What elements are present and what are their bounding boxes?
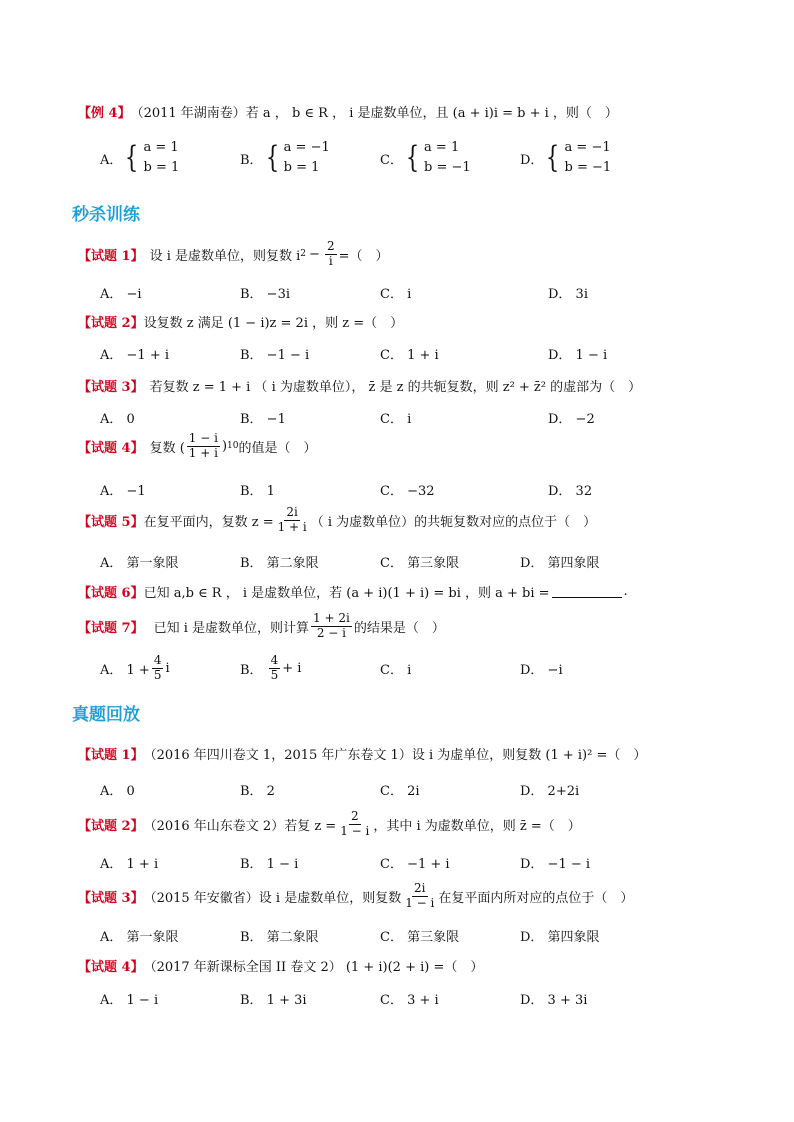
question-tag: 【试题 1】	[78, 248, 144, 264]
question-s1-7	[78, 612, 445, 641]
fraction: $\frac{1 - i}{1 + i}$	[188, 431, 218, 460]
question-s2-1	[78, 744, 646, 763]
option-d[interactable]: D． −1 − i	[520, 857, 591, 872]
options-s1-1	[100, 283, 588, 302]
fraction: $\frac{4}{5}$	[270, 653, 279, 682]
option-label: B．	[240, 152, 263, 168]
option-c[interactable]: C． 1 + i	[380, 348, 439, 363]
question-s2-2	[78, 810, 581, 839]
option-a[interactable]: A． −1	[100, 484, 146, 499]
question-tag: 【试题 4】	[78, 960, 144, 975]
fraction: $\frac{2}{1 - i}$	[340, 809, 370, 838]
option-c[interactable]: C． 第三象限	[380, 556, 460, 571]
option-a[interactable]: A． 1 + $\frac{4}{5}$ i	[100, 653, 170, 682]
option-d[interactable]: D． −i	[520, 662, 563, 678]
option-label: A．	[100, 152, 123, 168]
options-s1-4	[100, 480, 592, 499]
fraction: $\frac{2i}{1 + i}$	[277, 505, 307, 534]
question-text: 设 i 是虚数单位，则复数 i	[149, 248, 301, 264]
question-s1-4	[78, 432, 317, 461]
question-text: （2017 年新课标全国 II 卷文 2） (1 + i)(2 + i) =（ ）	[143, 960, 484, 975]
question-text: （ i 为虚数单位）的共轭复数对应的点位于（ ）	[310, 514, 597, 530]
option-b[interactable]: B． 1	[240, 484, 275, 499]
option-d[interactable]: D． 第四象限	[520, 930, 600, 945]
option-c[interactable]	[380, 138, 520, 178]
example-question: 若 a ， b ∈ R ， i 是虚数单位，且 (a + i)i = b + i ，则（ ）	[245, 106, 618, 121]
option-b[interactable]: B． $\frac{4}{5}$ + i	[240, 653, 302, 682]
option-a[interactable]: A． 0	[100, 412, 135, 427]
question-s2-4	[78, 956, 483, 975]
option-d[interactable]: D． 32	[548, 484, 593, 499]
option-d[interactable]: D． 3 + 3i	[520, 993, 588, 1008]
option-a[interactable]	[100, 138, 240, 178]
options-s1-3	[100, 408, 595, 427]
system-line: b = −1	[564, 160, 612, 175]
question-text: 在复平面内所对应的点位于（ ）	[438, 890, 634, 906]
answer-blank[interactable]	[552, 585, 622, 598]
fraction: $\frac{1 + 2i}{2 - i}$	[313, 611, 350, 640]
option-c[interactable]: C． −1 + i	[380, 857, 450, 872]
option-c[interactable]: C． i	[380, 412, 412, 427]
options-s2-3	[100, 926, 600, 945]
system-line: a = −1	[283, 140, 330, 155]
option-a[interactable]: A． −i	[100, 287, 142, 302]
brace-icon: {	[405, 140, 420, 175]
brace-icon: {	[265, 140, 279, 175]
options-s2-4	[100, 989, 587, 1008]
system-line: a = 1	[424, 140, 460, 155]
option-d[interactable]: D． −2	[548, 412, 595, 427]
fraction: $\frac{2i}{1 - i}$	[405, 881, 435, 910]
question-tag: 【试题 1】	[78, 748, 144, 763]
question-s1-1	[78, 240, 388, 269]
option-a[interactable]: A． 1 − i	[100, 993, 159, 1008]
question-s1-5	[78, 506, 596, 535]
operator: −	[309, 246, 320, 262]
question-s1-6	[78, 582, 628, 601]
option-b[interactable]: B． −3i	[240, 287, 291, 302]
question-text: =（ ）	[338, 248, 389, 264]
options-s1-2	[100, 344, 607, 363]
example-4-stem	[78, 102, 618, 121]
option-d[interactable]: D． 3i	[548, 287, 588, 302]
system-line: b = 1	[283, 160, 320, 175]
example-source: （2011 年湖南卷）	[130, 106, 246, 121]
question-text: （2016 年四川卷文 1，2015 年广东卷文 1）设 i 为虚单位，则复数 (1 + i)² =（ ）	[143, 748, 647, 763]
option-d[interactable]: D． 1 − i	[548, 348, 608, 363]
exponent: 2	[300, 249, 307, 260]
option-a[interactable]: A． −1 + i	[100, 348, 169, 363]
option-a[interactable]: A． 1 + i	[100, 857, 159, 872]
question-tag: 【试题 2】	[78, 316, 144, 331]
question-text: （2015 年安徽省）设 i 是虚数单位，则复数	[143, 890, 402, 906]
system-line: a = −1	[564, 140, 611, 155]
option-d[interactable]: D． 2+2i	[520, 784, 580, 799]
option-b[interactable]: B． −1 − i	[240, 348, 310, 363]
question-text: 若复数 z = 1 + i （ i 为虚数单位）， z̄ 是 z 的共轭复数，则 z² + z̄² 的虚部为（ ）	[149, 380, 642, 395]
option-a[interactable]: A． 0	[100, 784, 135, 799]
option-c[interactable]: C． i	[380, 662, 412, 678]
question-s1-2	[78, 312, 403, 331]
question-text: )	[221, 438, 228, 454]
option-c[interactable]: C． i	[380, 287, 412, 302]
question-s1-3	[78, 376, 641, 395]
exponent: 10	[227, 441, 239, 452]
question-text: ，其中 i 为虚数单位，则 z̄ =（ ）	[373, 818, 581, 834]
option-b[interactable]: B． 第二象限	[240, 930, 319, 945]
example-4-options	[100, 138, 660, 178]
section-title-training: 秒杀训练	[72, 205, 140, 225]
option-c[interactable]: C． 第三象限	[380, 930, 460, 945]
option-b[interactable]: B． −1	[240, 412, 286, 427]
question-tag: 【试题 3】	[78, 890, 144, 906]
options-s2-2	[100, 853, 590, 872]
fraction: $\frac{4}{5}$	[153, 653, 162, 682]
question-text: .	[623, 584, 628, 599]
question-tag: 【试题 7】	[78, 620, 144, 636]
question-tag: 【试题 6】	[78, 586, 144, 601]
option-b[interactable]	[240, 138, 380, 178]
question-text: 已知 a,b ∈ R ， i 是虚数单位，若 (a + i)(1 + i) = bi ，则 a + bi =	[143, 586, 550, 601]
fraction: $\frac{2}{i}$	[326, 239, 335, 268]
option-c[interactable]: C． 3 + i	[380, 993, 439, 1008]
option-d[interactable]	[520, 138, 660, 178]
question-tag: 【试题 2】	[78, 818, 144, 834]
option-c[interactable]: C． −32	[380, 484, 435, 499]
question-text: 在复平面内，复数 z =	[143, 514, 274, 530]
question-tag: 【试题 5】	[78, 514, 144, 530]
brace-icon: {	[546, 140, 560, 175]
question-text: 设复数 z 满足 (1 − i)z = 2i ，则 z =（ ）	[143, 316, 404, 331]
question-text: （2016 年山东卷文 2）若复 z =	[143, 818, 337, 834]
options-s2-1	[100, 780, 579, 799]
system-line: b = 1	[143, 160, 180, 175]
options-s1-7	[100, 654, 563, 683]
option-b[interactable]: B． 第二象限	[240, 556, 319, 571]
question-s2-3	[78, 882, 633, 911]
system-line: a = 1	[143, 140, 179, 155]
question-text: 的值是（ ）	[238, 440, 317, 456]
option-c[interactable]: C． 2i	[380, 784, 420, 799]
question-tag: 【试题 4】	[78, 440, 144, 456]
system-line: b = −1	[424, 160, 471, 175]
option-label: C．	[380, 152, 403, 168]
option-b[interactable]: B． 1 + 3i	[240, 993, 307, 1008]
option-b[interactable]: B． 2	[240, 784, 275, 799]
question-text: 复数 (	[149, 440, 185, 456]
brace-icon: {	[125, 140, 139, 175]
option-a[interactable]: A． 第一象限	[100, 556, 179, 571]
options-s1-5	[100, 552, 600, 571]
question-tag: 【试题 3】	[78, 380, 144, 395]
option-a[interactable]: A． 第一象限	[100, 930, 179, 945]
question-text: 的结果是（ ）	[353, 620, 445, 636]
question-text: 已知 i 是虚数单位，则计算	[153, 620, 310, 636]
option-d[interactable]: D． 第四象限	[520, 556, 600, 571]
example-tag: 【例 4】	[78, 106, 131, 121]
section-title-review: 真题回放	[72, 705, 140, 725]
option-label: D．	[520, 152, 544, 168]
option-b[interactable]: B． 1 − i	[240, 857, 299, 872]
